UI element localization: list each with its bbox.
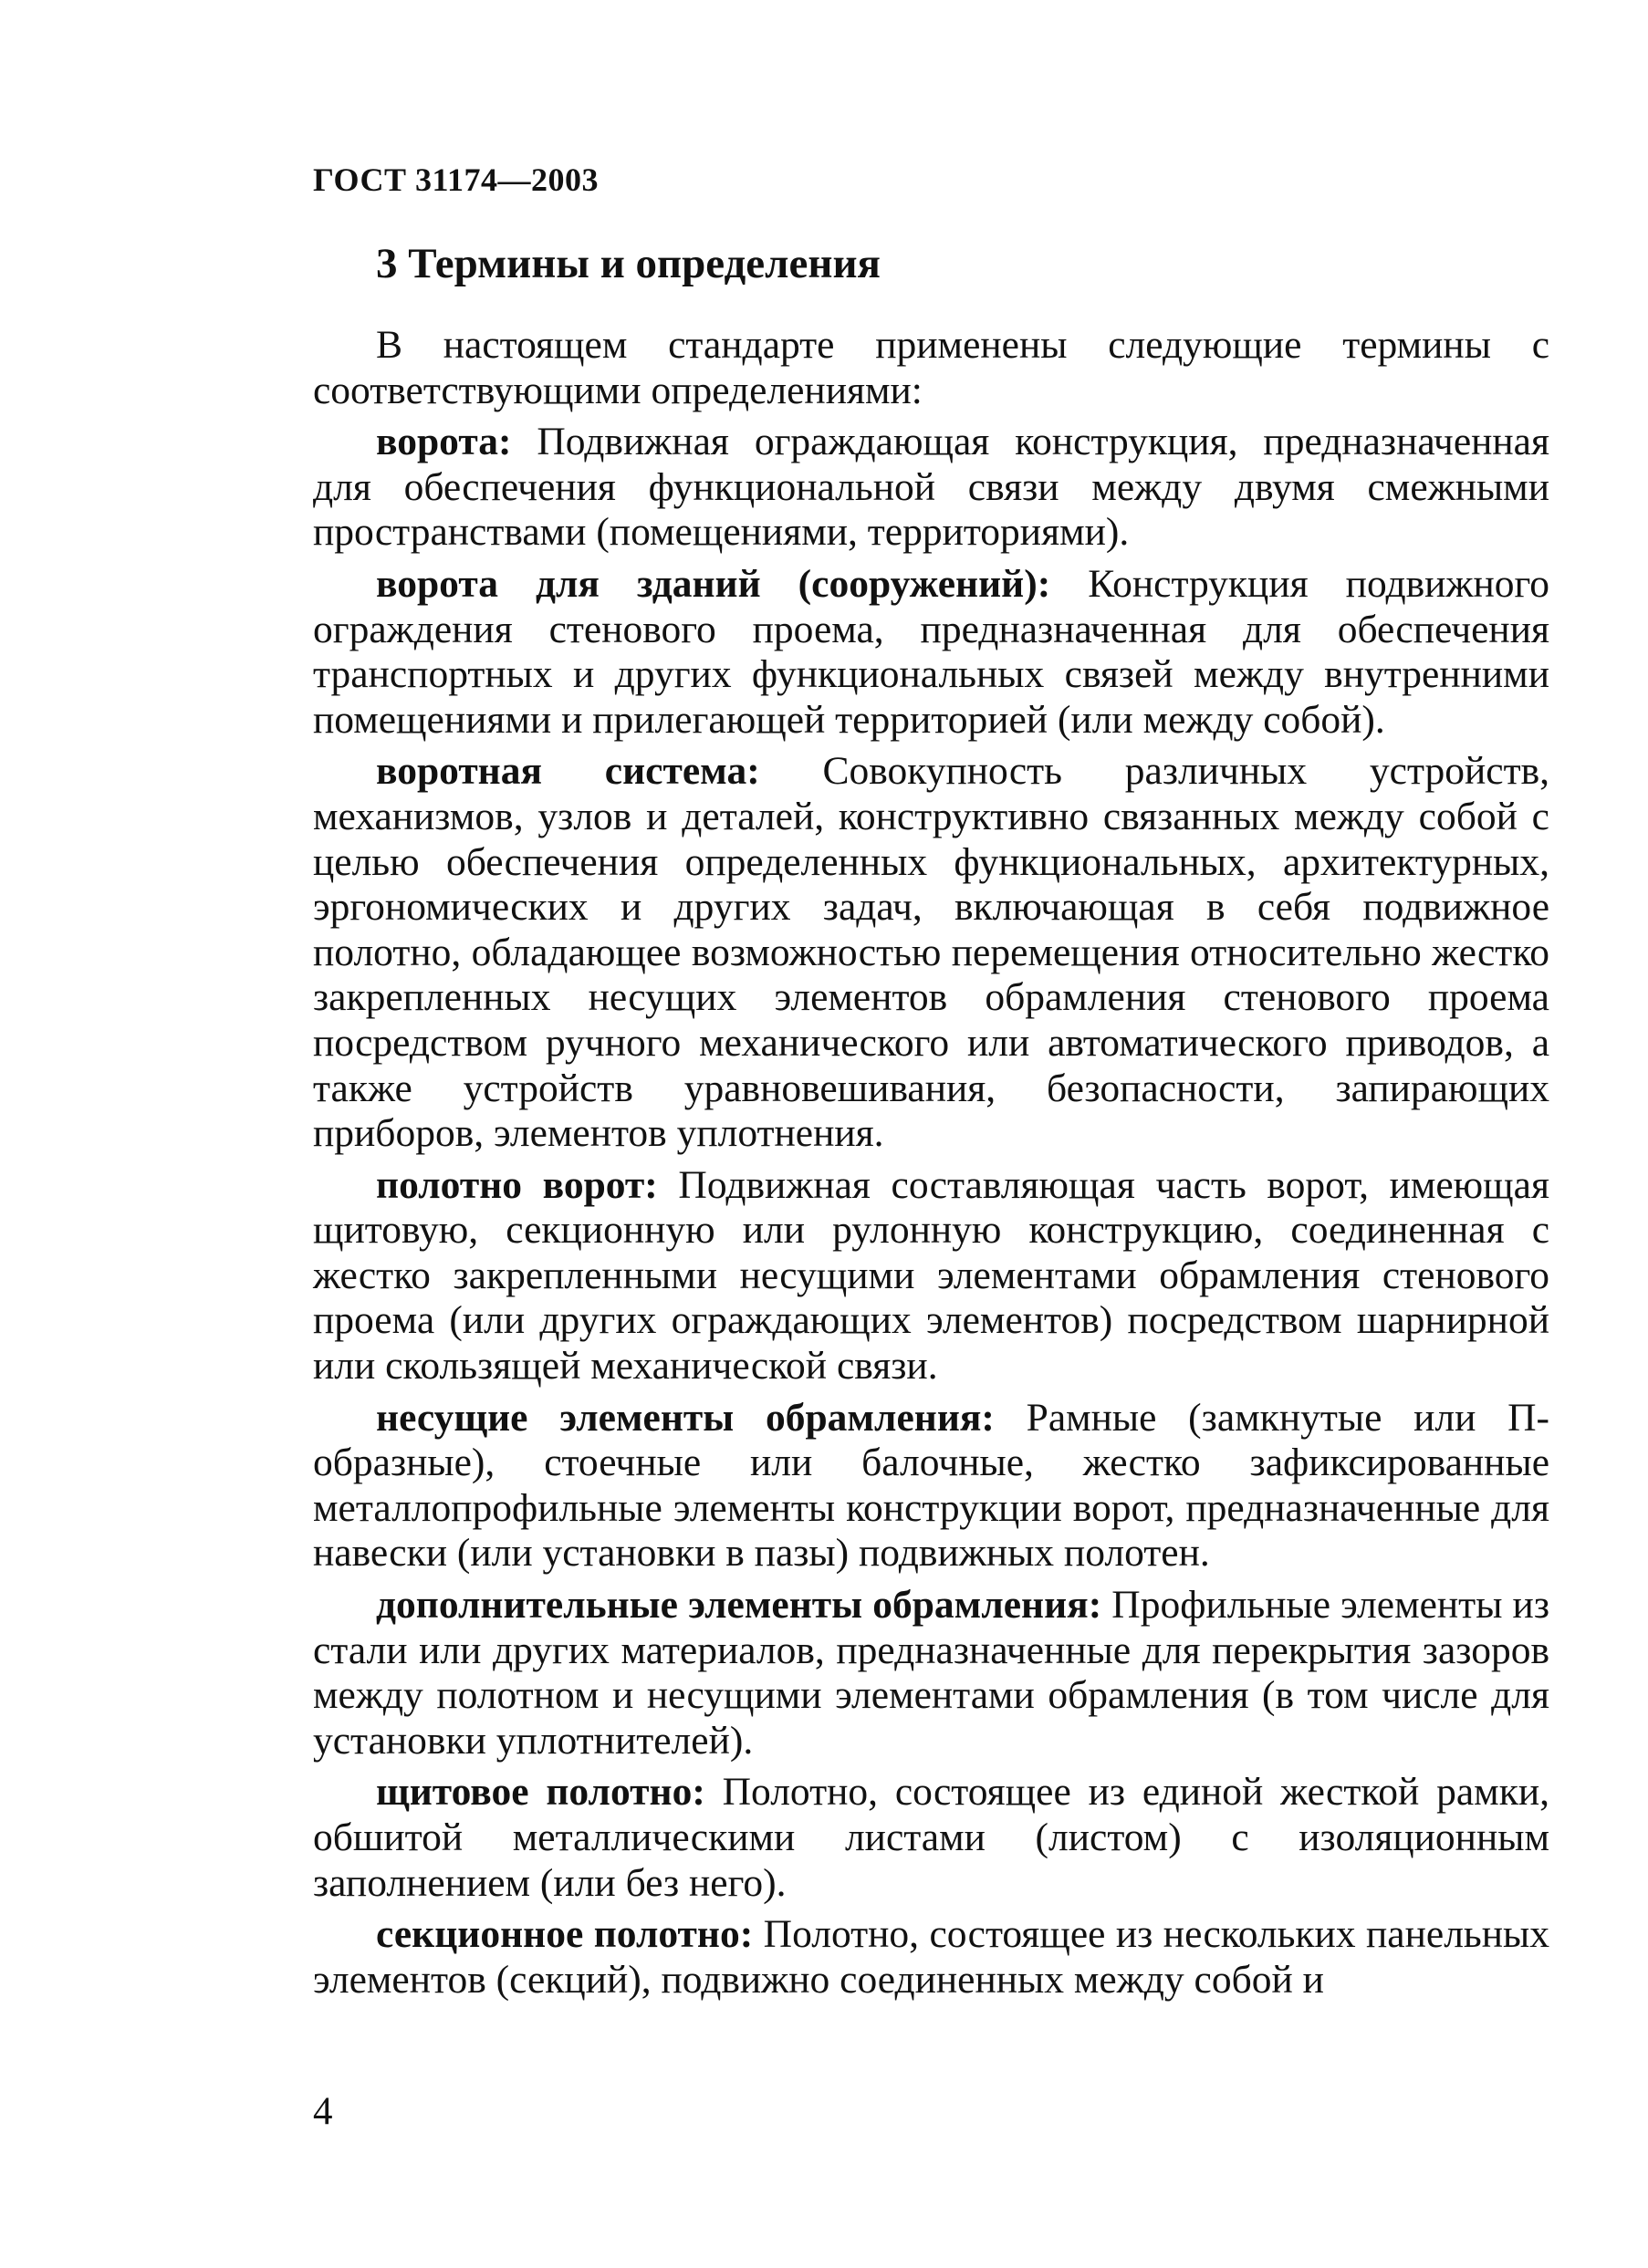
definition-text: Полотно, состоящее из единой жесткой рамки, обшитой металлическими листами (листом) с изоляционным заполнением (или без него). (313, 1770, 1549, 1905)
definition-text: Совокупность различных устройств, механизмов, узлов и деталей, конструктивно связанных между собой с целью обеспечения определенных функциональных, архитектурных, эргономических и других задач, включающая в себя подвижное полотно, обладающее возможностью перемещения относительно жестко закрепленных несущих элементов обрамления стенового проема посредством ручного механического или автоматического приводов, а также устройств уравновешивания, безопасности, запирающих приборов, элементов уплотнения. (313, 749, 1549, 1156)
definition-term: секционное полотно: (376, 1912, 754, 1957)
definition-term: ворота для зданий (сооружений): (376, 561, 1051, 606)
definition-text: Профильные элементы из стали или других материалов, предназначенные для перекрытия зазоров между полотном и несущими элементами обрамления (в том числе для установки уплотнителей). (313, 1583, 1550, 1763)
definition-term: полотно ворот: (376, 1162, 658, 1207)
document-code: ГОСТ 31174—2003 (313, 161, 599, 198)
definition-paragraph (313, 1912, 1549, 2003)
section-body (313, 323, 1549, 2009)
definition-paragraph (313, 1396, 1549, 1576)
definition-paragraph (313, 420, 1549, 556)
definition-term: воротная система: (376, 749, 760, 794)
definition-term: дополнительные элементы обрамления: (376, 1583, 1102, 1628)
definition-paragraph (313, 1770, 1549, 1906)
definition-term: ворота: (376, 420, 512, 464)
definition-paragraph (313, 749, 1549, 1156)
intro-paragraph: В настоящем стандарте применены следующие термины с соответствующими определениями: (313, 323, 1549, 412)
definition-text: Рамные (замкнутые или П-образные), стоечные или балочные, жестко зафиксированные металлопрофильные элементы конструкции ворот, предназначенные для навески (или установки в пазы) подвижных полотен. (313, 1395, 1549, 1576)
definition-text: Конструкция подвижного ограждения стенового проема, предназначенная для обеспечения транспортных и других функциональных связей между внутренними помещениями и прилегающей территорией (или между собой). (313, 561, 1549, 742)
section-title: 3 Термины и определения (376, 240, 881, 287)
definition-text: Подвижная составляющая часть ворот, имеющая щитовую, секционную или рулонную конструкцию, соединенная с жестко закрепленными несущими элементами обрамления стенового проема (или других ограждающих элементов) посредством шарнирной или скользящей механической связи. (313, 1162, 1549, 1389)
definition-term: щитовое полотно: (376, 1770, 705, 1815)
definition-text: Полотно, состоящее из нескольких панельных элементов (секций), подвижно соединенных между собой и (313, 1912, 1549, 2002)
definition-paragraph (313, 1163, 1549, 1389)
definition-text: Подвижная ограждающая конструкция, предназначенная для обеспечения функциональной связи между двумя смежными пространствами (помещениями, территориями). (313, 420, 1549, 555)
page-number: 4 (313, 2090, 333, 2133)
definition-paragraph (313, 1583, 1549, 1763)
definition-term: несущие элементы обрамления: (376, 1395, 995, 1440)
definition-paragraph (313, 562, 1549, 743)
